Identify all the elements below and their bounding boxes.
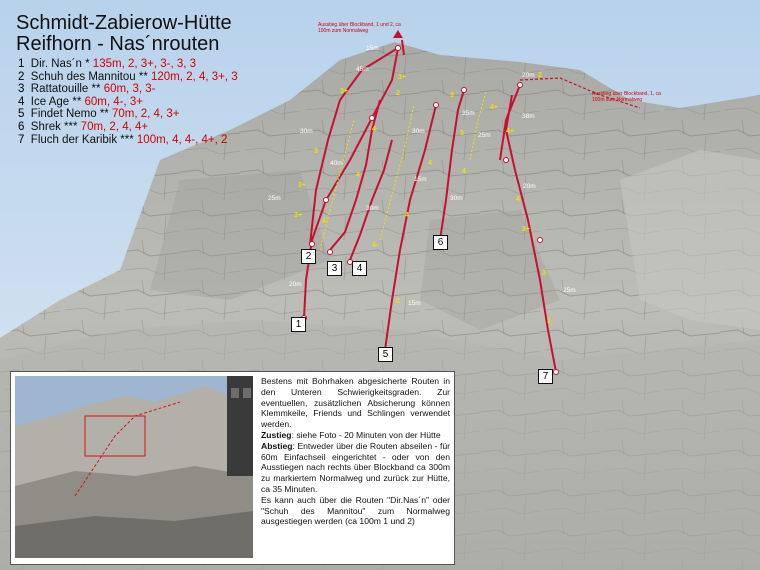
legend-route-name: Findet Nemo ** bbox=[30, 108, 109, 121]
legend-row bbox=[18, 108, 238, 121]
pitch-length-label: 40m bbox=[330, 160, 343, 167]
exit-note-right: Ausstieg über Blockband, 1, ca 100m zum Normalweg bbox=[592, 91, 661, 103]
legend-row bbox=[18, 96, 238, 109]
grade-mark: 3 bbox=[460, 130, 464, 137]
legend-route-name: Schuh des Mannitou ** bbox=[30, 70, 148, 83]
legend-number: 4 bbox=[18, 95, 25, 108]
route-marker-7: 7 bbox=[538, 369, 553, 384]
legend-number: 3 bbox=[18, 83, 25, 96]
legend-route-grade: 120m, 2, 4, 3+, 3 bbox=[151, 70, 238, 83]
grade-mark: 4+ bbox=[490, 104, 498, 111]
pitch-length-label: 15m bbox=[408, 300, 421, 307]
route-marker-2: 2 bbox=[301, 249, 316, 264]
description-intro: Bestens mit Bohrhaken abgesicherte Routen in den Unteren Schwierigkeitsgraden. Zur eventuellen, zusätzlichen Absicherung können Klemmkeile, Friends und Schlingen verwendet werden. bbox=[261, 376, 450, 430]
pitch-length-label: 20m bbox=[522, 72, 535, 79]
grade-mark: 3 bbox=[314, 148, 318, 155]
grade-mark: 4 bbox=[356, 172, 360, 179]
topo-subtitle: Reifhorn - Nas´nrouten bbox=[16, 33, 220, 55]
descent-text: : Entweder über die Routen abseilen - für 60m Einfachseil eingerichtet - oder von den Ausstiegen nach rechts über Blockband ca 300m zu markiertem Normalweg und zurück zur Hütte, ca 35 Minuten. bbox=[261, 440, 450, 494]
grade-mark: 3+ bbox=[294, 212, 302, 219]
legend-route-grade: 70m, 2, 4, 4+ bbox=[80, 120, 149, 133]
route-marker-6: 6 bbox=[433, 235, 448, 250]
legend-route-name: Shrek *** bbox=[30, 120, 78, 133]
grade-mark: 4- bbox=[372, 242, 379, 249]
route-marker-3: 3 bbox=[327, 261, 342, 276]
route-marker-5: 5 bbox=[378, 347, 393, 362]
legend-number: 2 bbox=[18, 70, 25, 83]
pitch-length-label: 15m bbox=[414, 176, 427, 183]
legend-row bbox=[18, 134, 238, 147]
grade-mark: 4 bbox=[405, 212, 409, 219]
legend-row bbox=[18, 58, 238, 71]
legend-number: 5 bbox=[18, 108, 25, 121]
approach-inset-photo bbox=[15, 376, 253, 558]
pitch-length-label: 30m bbox=[412, 128, 425, 135]
grade-mark: 3+ bbox=[398, 74, 406, 81]
grade-mark: 4 bbox=[428, 160, 432, 167]
descent-label: Abstieg bbox=[261, 440, 293, 451]
legend-route-grade: 135m, 2, 3+, 3-, 3, 3 bbox=[92, 58, 197, 70]
legend-row bbox=[18, 71, 238, 84]
legend-route-grade: 100m, 4, 4-, 4+, 2 bbox=[136, 133, 228, 146]
grade-mark: 4 bbox=[516, 196, 520, 203]
pitch-length-label: 30m bbox=[450, 195, 463, 202]
approach-text: : siehe Foto - 20 Minuten von der Hütte bbox=[291, 429, 441, 440]
legend-route-name: Ice Age ** bbox=[30, 95, 82, 108]
grade-mark: 2 bbox=[396, 90, 400, 97]
grade-mark: 2 bbox=[396, 298, 400, 305]
grade-mark: 4+ bbox=[506, 128, 514, 135]
grade-mark: 3+ bbox=[340, 88, 348, 95]
legend-route-name: Fluch der Karibik *** bbox=[30, 133, 134, 146]
pitch-length-label: 20m bbox=[523, 183, 536, 190]
legend-number: 7 bbox=[18, 133, 25, 146]
grade-mark: 2 bbox=[538, 72, 542, 79]
pitch-length-label: 25m bbox=[563, 287, 576, 294]
pitch-length-label: 25m bbox=[478, 132, 491, 139]
legend-route-grade: 60m, 4-, 3+ bbox=[84, 95, 144, 108]
legend-number: 1 bbox=[18, 58, 25, 70]
grade-mark: 3 bbox=[542, 270, 546, 277]
route-legend bbox=[18, 58, 238, 146]
grade-mark: 4 bbox=[322, 218, 326, 225]
pitch-length-label: 20m bbox=[289, 281, 302, 288]
legend-row bbox=[18, 83, 238, 96]
legend-row bbox=[18, 121, 238, 134]
description-extra: Es kann auch über die Routen "Dir.Nas´n" oder "Schuh des Mannitou" zum Normalweg ausgestiegen werden (ca 100m 1 und 2) bbox=[261, 494, 450, 527]
legend-route-grade: 70m, 2, 4, 3+ bbox=[111, 108, 180, 121]
pitch-length-label: 35m bbox=[462, 110, 475, 117]
legend-number: 6 bbox=[18, 120, 25, 133]
exit-note-left: Ausstieg über Blockband, 1 und 2, ca 100m zum Normalweg bbox=[318, 22, 401, 34]
route-marker-1: 1 bbox=[291, 317, 306, 332]
info-box bbox=[10, 371, 455, 565]
grade-mark: 3 bbox=[450, 92, 454, 99]
legend-route-name: Dir. Nas´n * bbox=[30, 58, 90, 70]
pitch-length-label: 30m bbox=[366, 205, 379, 212]
grade-mark: 4 bbox=[462, 168, 466, 175]
pitch-length-label: 30m bbox=[300, 128, 313, 135]
approach-label: Zustieg bbox=[261, 429, 292, 440]
pitch-length-label: 25m bbox=[268, 195, 281, 202]
topo-title: Schmidt-Zabierow-Hütte bbox=[16, 12, 232, 34]
grade-mark: 4- bbox=[372, 126, 379, 133]
grade-mark: 3+ bbox=[298, 182, 306, 189]
route-marker-4: 4 bbox=[352, 261, 367, 276]
pitch-length-label: 15m bbox=[366, 45, 379, 52]
grade-mark: 3 bbox=[547, 318, 551, 325]
pitch-length-label: 38m bbox=[522, 113, 535, 120]
pitch-length-label: 45m bbox=[356, 66, 369, 73]
route-description bbox=[261, 376, 450, 527]
legend-route-grade: 60m, 3, 3- bbox=[103, 83, 156, 96]
grade-mark: 3+ bbox=[522, 226, 530, 233]
legend-route-name: Rattatouille ** bbox=[30, 83, 101, 96]
